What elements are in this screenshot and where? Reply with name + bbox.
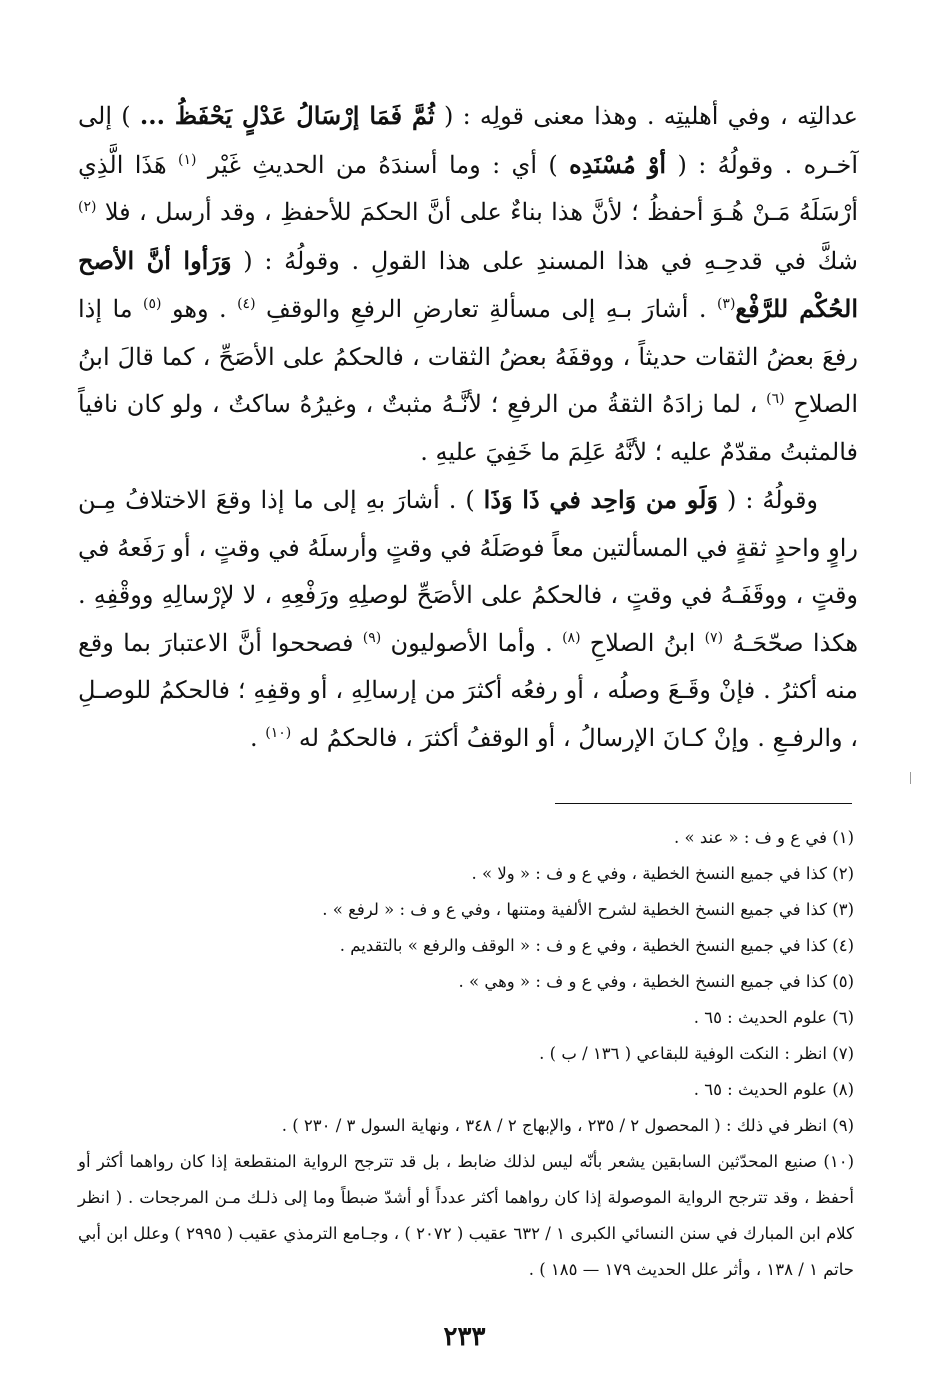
verse-quote: وَرَأوا أنَّ الأصح الحُكْم للرَّفْع [78,245,859,323]
text-run: ابنُ الصلاحِ [580,628,705,657]
footnote-8: (٨) علوم الحديث : ٦٥ . [693,1080,854,1099]
main-text [78,92,858,762]
commentary-paragraph-2 [78,476,858,762]
text-run: شكَّ في قدحِـهِ في هذا المسندِ على هذا القولِ . وقولُهُ : ( [231,246,858,275]
text-run: . وأما الأصوليون [381,628,563,657]
text-run: ما إذا رفعَ بعضُ الثقات حديثاً ، ووقفَهُ بعضُ الثقات ، فالحكمُ على الأصَحِّ ، كما قالَ ابنُ الصلاحِ [78,295,858,418]
text-run: ، لما زادَهُ الثقةُ من الرفعِ ؛ لأنَّـهُ مثبتٌ ، وغيرُهُ ساكتٌ ، ولو كان نافياً فالمثبتُ مقدّمٌ عليه ؛ لأنَّهُ عَلِمَ ما خَفِيَ عليهِ . [78,390,858,466]
footnote-ref[interactable]: (٤) [237,296,256,312]
footnote-9: (٩) انظر في ذلك : ( المحصول ٢ / ٢٣٥ ، والإبهاج ٢ / ٣٤٨ ، ونهاية السول ٣ / ٢٣٠ ) . [281,1116,854,1135]
footnote-ref[interactable]: (٨) [562,629,581,646]
footnote-1: (١) في ع و ف : « عند » . [674,828,854,847]
footnote-ref[interactable]: (٦) [766,391,785,407]
verse-quote: وَلَو من وَاحِد في ذَا وَذَا [483,485,719,514]
text-run: هَذَا الَّذِي أرْسَلَهُ مَـنْ هُـوَ أحفظُ ؛ لأنَّ هذا بناءٌ على أنَّ الحكمَ للأحفظِ ، وقد أرسل ، فلا [78,150,859,226]
text-run: عدالتِه ، وفي أهليتِه . وهذا معنى قولِه : ( [434,102,858,130]
text-run: ) إلى آخـره . وقولُهُ : ( [78,102,858,179]
verse-quote: أوْ مُسْنَدِه [569,149,667,179]
text-run: . وهو [161,295,238,323]
footnote-ref[interactable]: (٩) [362,629,382,646]
footnote-separator [555,803,852,804]
footnote-ref[interactable]: (٢) [78,199,97,215]
footnote-6: (٦) علوم الحديث : ٦٥ . [693,1008,854,1027]
footnote-ref[interactable]: (٣) [716,296,736,312]
text-run: . أشارَ بـهِ إلى مسألةِ تعارضِ الرفعِ والوقفِ [255,295,717,323]
footnotes [78,820,854,1288]
text-run: وقولُهُ : ( [718,486,819,514]
footnote-4: (٤) كذا في جميع النسخ الخطية ، وفي ع و ف : « الوقف والرفع » بالتقديم . [339,936,854,955]
footnote-10: (١٠) صنيع المحدّثين السابقين يشعر بأنّه ليس لذلك ضابط ، بل قد تترجح الرواية المنقطعة إذا كان رواهما أكثر أو أحفظ ، وقد تترجح الرواية الموصولة إذا كان رواهما أكثر عدداً أو أشدّ ضبطاً وما إلى ذلـك مـن المرجحات . ( انظر كلام ابن المبارك في سنن النسائي الكبرى ١ / ٦٣٢ عقيب ( ٢٠٧٢ ) ، وجـامع الترمذي عقيب ( ٢٩٩٥ ) وعلل ابن أبي حاتم ١ / ١٣٨ ، وأثر علل الحديث ١٧٩ — ١٨٥ ) . [78,1152,854,1279]
footnote-5: (٥) كذا في جميع النسخ الخطية ، وفي ع و ف : « وهي » . [458,972,854,991]
commentary-paragraph-1 [78,92,858,476]
footnote-7: (٧) انظر : النكت الوفية للبقاعي ( ١٣٦ / ب ) . [539,1044,854,1063]
footnote-ref[interactable]: (١) [178,151,197,168]
footnote-2: (٢) كذا في جميع النسخ الخطية ، وفي ع و ف : « ولا » . [471,864,854,883]
text-run: فصححوا أنَّ الاعتبارَ بما وقع منه أكثرُ . فإنْ وقَـعَ وصلُه ، أو رفعُه أكثرَ من إرسالِهِ ، أو وقفِهِ ؛ فالحكمُ للوصـلِ ، والرفـعِ . وإنْ كـانَ الإرسالُ ، أو الوقفُ أكثرَ ، فالحكمُ له [78,628,858,752]
text-run: ) أي : وما أسندَهُ من الحديثِ غَيْر [196,150,570,179]
footnote-ref[interactable]: (٧) [704,629,724,646]
text-run: . [250,723,266,752]
margin-mark [910,772,911,784]
page-number: ٢٣٣ [443,1322,486,1352]
text-run: ) . أشارَ بهِ إلى ما إذا وقعَ الاختلافُ مِـن راوٍ واحدٍ ثقةٍ في المسألتين معاً فوصَلَهُ في وقتٍ وأرسلَهُ في وقتٍ ، أو رَفَعهُ في وقتٍ ، ووقَفَـهُ في وقتٍ ، فالحكمُ على الأصَحِّ لوصلِهِ ورَفْعِهِ ، لا لإرْسالِهِ ووقْفِهِ . هكذا صحّحَـهُ [78,486,859,657]
verse-quote: ثُمَّ فَمَا إرْسَالُ عَدْلٍ يَحْفَظُ ... [139,101,435,130]
footnote-3: (٣) كذا في جميع النسخ الخطية لشرح الألفية ومتنها ، وفي ع و ف : « لرفع » . [322,900,854,919]
footnote-ref[interactable]: (١٠) [265,724,292,741]
footnote-ref[interactable]: (٥) [143,296,162,312]
